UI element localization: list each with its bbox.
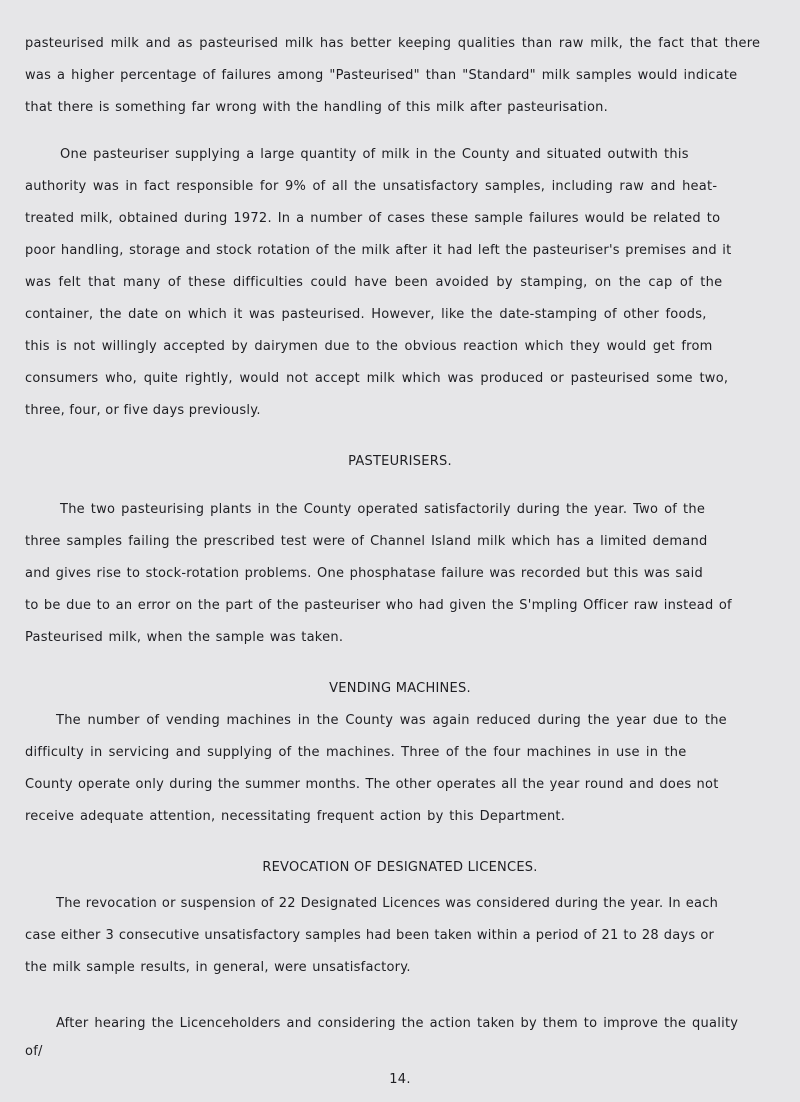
body-text-line: container, the date on which it was pasteurised. However, like the date-stamping of other foods, [25, 307, 707, 322]
body-text-line: the milk sample results, in general, were unsatisfactory. [25, 960, 411, 975]
body-text-line: difficulty in servicing and supplying of the machines. Three of the four machines in use in the [25, 745, 687, 760]
page-number: 14. [389, 1072, 411, 1087]
body-text-line: three samples failing the prescribed test were of Channel Island milk which has a limited demand [25, 534, 708, 549]
body-text-line: poor handling, storage and stock rotation of the milk after it had left the pasteuriser's premises and it [25, 243, 732, 258]
body-text-line: and gives rise to stock-rotation problems. One phosphatase failure was recorded but this was said [25, 566, 704, 581]
body-text-line: case either 3 consecutive unsatisfactory samples had been taken within a period of 21 to 28 days or [25, 928, 715, 943]
body-text-line: was felt that many of these difficulties could have been avoided by stamping, on the cap of the [25, 275, 723, 290]
body-text-line: to be due to an error on the part of the pasteuriser who had given the S'mpling Officer raw instead of [25, 598, 732, 613]
section-heading: VENDING MACHINES. [329, 681, 471, 696]
body-text-line: treated milk, obtained during 1972. In a number of cases these sample failures would be related to [25, 211, 721, 226]
body-text-line: After hearing the Licenceholders and considering the action taken by them to improve the quality [56, 1016, 739, 1031]
body-text-line: consumers who, quite rightly, would not accept milk which was produced or pasteurised some two, [25, 371, 729, 386]
section-heading: PASTEURISERS. [348, 454, 452, 469]
body-text-line: of/ [25, 1044, 43, 1059]
body-text-line: The two pasteurising plants in the County operated satisfactorily during the year. Two of the [60, 502, 706, 517]
body-text-line: The number of vending machines in the County was again reduced during the year due to the [56, 713, 727, 728]
body-text-line: this is not willingly accepted by dairymen due to the obvious reaction which they would get from [25, 339, 713, 354]
body-text-line: The revocation or suspension of 22 Designated Licences was considered during the year. In each [56, 896, 719, 911]
body-text-line: authority was in fact responsible for 9% of all the unsatisfactory samples, including raw and heat- [25, 179, 718, 194]
body-text-line: County operate only during the summer months. The other operates all the year round and does not [25, 777, 719, 792]
section-heading: REVOCATION OF DESIGNATED LICENCES. [262, 860, 538, 875]
body-text-line: that there is something far wrong with the handling of this milk after pasteurisation. [25, 100, 609, 115]
body-text-line: receive adequate attention, necessitating frequent action by this Department. [25, 809, 566, 824]
body-text-line: Pasteurised milk, when the sample was taken. [25, 630, 344, 645]
body-text-line: pasteurised milk and as pasteurised milk has better keeping qualities than raw milk, the fact that there [25, 36, 761, 51]
body-text-line: One pasteuriser supplying a large quantity of milk in the County and situated outwith this [60, 147, 689, 162]
body-text-line: was a higher percentage of failures among "Pasteurised" than "Standard" milk samples would indicate [25, 68, 738, 83]
body-text-line: three, four, or five days previously. [25, 403, 261, 418]
